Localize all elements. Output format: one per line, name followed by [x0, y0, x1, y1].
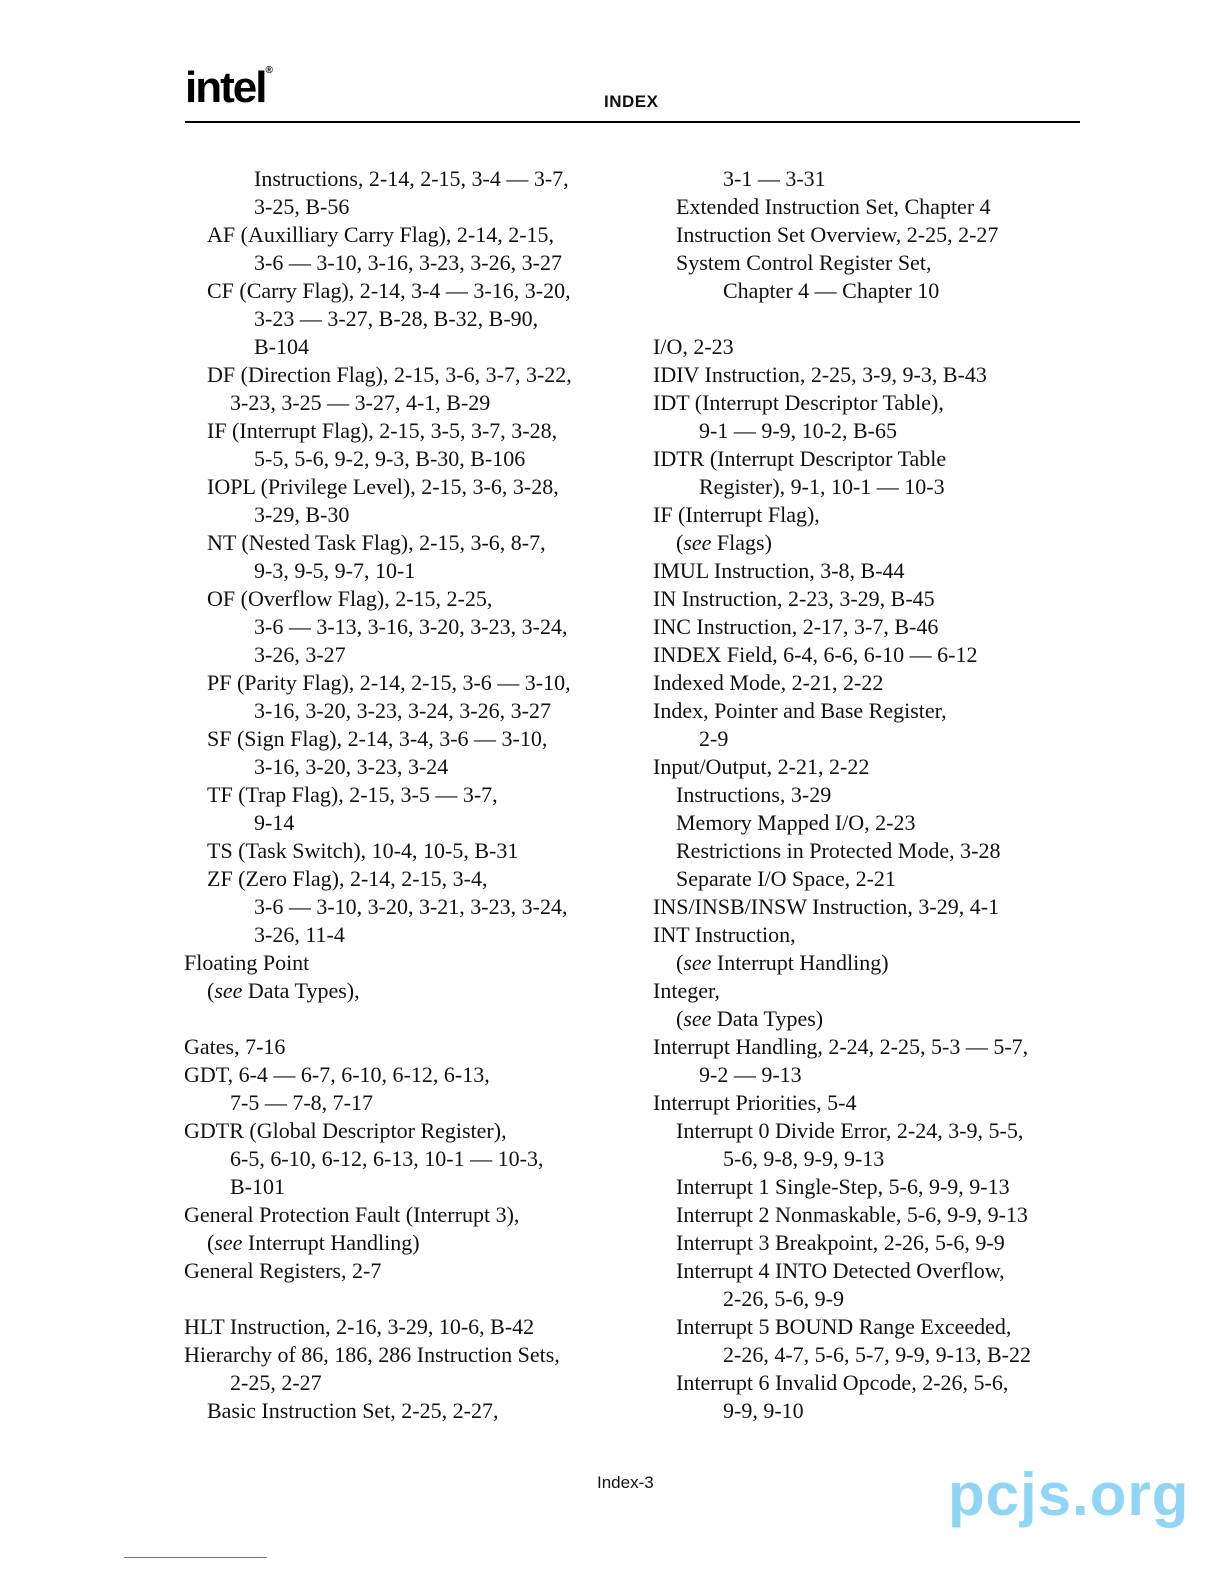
- index-entry: GDT, 6-4 — 6-7, 6-10, 6-12, 6-13,: [184, 1062, 490, 1087]
- index-entry: Interrupt 2 Nonmaskable, 5-6, 9-9, 9-13: [676, 1202, 1028, 1227]
- index-entry: 3-16, 3-20, 3-23, 3-24: [254, 754, 449, 779]
- index-entry: 5-6, 9-8, 9-9, 9-13: [723, 1146, 885, 1171]
- index-entry: OF (Overflow Flag), 2-15, 2-25,: [207, 586, 493, 611]
- index-entry: 2-26, 4-7, 5-6, 5-7, 9-9, 9-13, B-22: [723, 1342, 1031, 1367]
- blank-line: [653, 305, 1093, 333]
- index-entry: Interrupt 5 BOUND Range Exceeded,: [676, 1314, 1012, 1339]
- index-entry: IF (Interrupt Flag), 2-15, 3-5, 3-7, 3-28,: [207, 418, 558, 443]
- index-entry: IOPL (Privilege Level), 2-15, 3-6, 3-28,: [207, 474, 559, 499]
- index-entry: 3-25, B-56: [254, 194, 350, 219]
- index-entry: 3-6 — 3-13, 3-16, 3-20, 3-23, 3-24,: [254, 614, 568, 639]
- index-entry: B-104: [254, 334, 309, 359]
- index-entry: 3-26, 3-27: [254, 642, 346, 667]
- index-column-right: [653, 165, 1093, 1425]
- logo-registered-mark: ®: [265, 65, 273, 76]
- index-entry: Instructions, 3-29: [676, 782, 832, 807]
- index-entry: IDT (Interrupt Descriptor Table),: [653, 390, 944, 415]
- index-entry: 6-5, 6-10, 6-12, 6-13, 10-1 — 10-3,: [230, 1146, 544, 1171]
- entry-text: Interrupt Handling): [711, 950, 889, 975]
- index-entry: INT Instruction,: [653, 922, 796, 947]
- see-reference: see: [214, 1230, 243, 1255]
- header-rule: [185, 121, 1080, 123]
- index-entry: Instructions, 2-14, 2-15, 3-4 — 3-7,: [254, 166, 569, 191]
- index-entry: Separate I/O Space, 2-21: [676, 866, 896, 891]
- index-entry: Interrupt 1 Single-Step, 5-6, 9-9, 9-13: [676, 1174, 1010, 1199]
- index-entry: (see Data Types): [676, 1006, 824, 1031]
- index-entry: B-101: [230, 1174, 285, 1199]
- index-entry: IMUL Instruction, 3-8, B-44: [653, 558, 905, 583]
- index-entry: General Registers, 2-7: [184, 1258, 382, 1283]
- index-entry: TS (Task Switch), 10-4, 10-5, B-31: [207, 838, 519, 863]
- page-number: Index-3: [597, 1473, 654, 1492]
- index-entry: 9-9, 9-10: [723, 1398, 804, 1423]
- index-entry: Chapter 4 — Chapter 10: [723, 278, 940, 303]
- index-entry: Memory Mapped I/O, 2-23: [676, 810, 916, 835]
- running-head: INDEX: [604, 92, 659, 111]
- index-entry: (see Interrupt Handling): [676, 950, 889, 975]
- blank-line: [184, 1005, 634, 1033]
- index-column-left: [184, 165, 634, 1425]
- index-entry: 3-26, 11-4: [254, 922, 345, 947]
- index-entry: 3-23 — 3-27, B-28, B-32, B-90,: [254, 306, 539, 331]
- index-entry: DF (Direction Flag), 2-15, 3-6, 3-7, 3-22,: [207, 362, 572, 387]
- index-entry: Input/Output, 2-21, 2-22: [653, 754, 870, 779]
- index-entry: 2-26, 5-6, 9-9: [723, 1286, 844, 1311]
- index-entry: 3-1 — 3-31: [723, 166, 826, 191]
- index-entry: PF (Parity Flag), 2-14, 2-15, 3-6 — 3-10,: [207, 670, 571, 695]
- see-reference: see: [683, 1006, 712, 1031]
- index-entry: INC Instruction, 2-17, 3-7, B-46: [653, 614, 939, 639]
- index-entry: Hierarchy of 86, 186, 286 Instruction Sets,: [184, 1342, 560, 1367]
- index-entry: GDTR (Global Descriptor Register),: [184, 1118, 507, 1143]
- index-entry: 9-2 — 9-13: [699, 1062, 802, 1087]
- index-entry: 3-6 — 3-10, 3-16, 3-23, 3-26, 3-27: [254, 250, 562, 275]
- index-entry: (see Interrupt Handling): [207, 1230, 420, 1255]
- index-entry: (see Flags): [676, 530, 772, 555]
- index-entry: Floating Point: [184, 950, 310, 975]
- index-entry: 7-5 — 7-8, 7-17: [230, 1090, 373, 1115]
- index-entry: 2-25, 2-27: [230, 1370, 322, 1395]
- index-entry: Basic Instruction Set, 2-25, 2-27,: [207, 1398, 499, 1423]
- index-entry: Interrupt 3 Breakpoint, 2-26, 5-6, 9-9: [676, 1230, 1005, 1255]
- index-entry: Index, Pointer and Base Register,: [653, 698, 947, 723]
- index-entry: Register), 9-1, 10-1 — 10-3: [699, 474, 945, 499]
- see-reference: see: [214, 978, 243, 1003]
- index-entry: IDIV Instruction, 2-25, 3-9, 9-3, B-43: [653, 362, 987, 387]
- link-underline: [124, 1557, 267, 1558]
- index-entry: 2-9: [699, 726, 729, 751]
- index-entry: Interrupt Handling, 2-24, 2-25, 5-3 — 5-7,: [653, 1034, 1029, 1059]
- entry-text: Interrupt Handling): [242, 1230, 420, 1255]
- index-entry: 9-3, 9-5, 9-7, 10-1: [254, 558, 416, 583]
- intel-logo: [185, 63, 273, 112]
- index-entry: HLT Instruction, 2-16, 3-29, 10-6, B-42: [184, 1314, 535, 1339]
- index-entry: 3-16, 3-20, 3-23, 3-24, 3-26, 3-27: [254, 698, 551, 723]
- index-entry: Interrupt 0 Divide Error, 2-24, 3-9, 5-5,: [676, 1118, 1024, 1143]
- entry-text: Data Types),: [242, 978, 360, 1003]
- entry-text: Flags): [711, 530, 772, 555]
- index-entry: Gates, 7-16: [184, 1034, 286, 1059]
- index-entry: (see Data Types),: [207, 978, 360, 1003]
- entry-text: Data Types): [711, 1006, 824, 1031]
- index-entry: NT (Nested Task Flag), 2-15, 3-6, 8-7,: [207, 530, 546, 555]
- index-entry: Instruction Set Overview, 2-25, 2-27: [676, 222, 999, 247]
- index-entry: Restrictions in Protected Mode, 3-28: [676, 838, 1001, 863]
- index-entry: TF (Trap Flag), 2-15, 3-5 — 3-7,: [207, 782, 498, 807]
- index-entry: 3-6 — 3-10, 3-20, 3-21, 3-23, 3-24,: [254, 894, 568, 919]
- index-entry: 3-23, 3-25 — 3-27, 4-1, B-29: [230, 390, 491, 415]
- index-entry: ZF (Zero Flag), 2-14, 2-15, 3-4,: [207, 866, 488, 891]
- index-entry: Interrupt 4 INTO Detected Overflow,: [676, 1258, 1005, 1283]
- index-entry: 9-1 — 9-9, 10-2, B-65: [699, 418, 897, 443]
- index-entry: INDEX Field, 6-4, 6-6, 6-10 — 6-12: [653, 642, 978, 667]
- blank-line: [184, 1285, 634, 1313]
- index-entry: 3-29, B-30: [254, 502, 350, 527]
- index-entry: SF (Sign Flag), 2-14, 3-4, 3-6 — 3-10,: [207, 726, 548, 751]
- index-entry: Interrupt 6 Invalid Opcode, 2-26, 5-6,: [676, 1370, 1009, 1395]
- index-entry: 5-5, 5-6, 9-2, 9-3, B-30, B-106: [254, 446, 526, 471]
- logo-text: intel: [185, 63, 266, 112]
- index-entry: Interrupt Priorities, 5-4: [653, 1090, 857, 1115]
- index-entry: INS/INSB/INSW Instruction, 3-29, 4-1: [653, 894, 1000, 919]
- index-entry: Indexed Mode, 2-21, 2-22: [653, 670, 884, 695]
- index-entry: Integer,: [653, 978, 720, 1003]
- index-entry: CF (Carry Flag), 2-14, 3-4 — 3-16, 3-20,: [207, 278, 571, 303]
- pcjs-watermark[interactable]: pcjs.org: [948, 1461, 1190, 1528]
- index-entry: Extended Instruction Set, Chapter 4: [676, 194, 991, 219]
- index-entry: IF (Interrupt Flag),: [653, 502, 820, 527]
- index-entry: IN Instruction, 2-23, 3-29, B-45: [653, 586, 935, 611]
- index-entry: 9-14: [254, 810, 295, 835]
- index-entry: IDTR (Interrupt Descriptor Table: [653, 446, 947, 471]
- index-entry: AF (Auxilliary Carry Flag), 2-14, 2-15,: [207, 222, 555, 247]
- index-entry: System Control Register Set,: [676, 250, 932, 275]
- see-reference: see: [683, 530, 712, 555]
- index-entry: I/O, 2-23: [653, 334, 734, 359]
- index-entry: General Protection Fault (Interrupt 3),: [184, 1202, 520, 1227]
- see-reference: see: [683, 950, 712, 975]
